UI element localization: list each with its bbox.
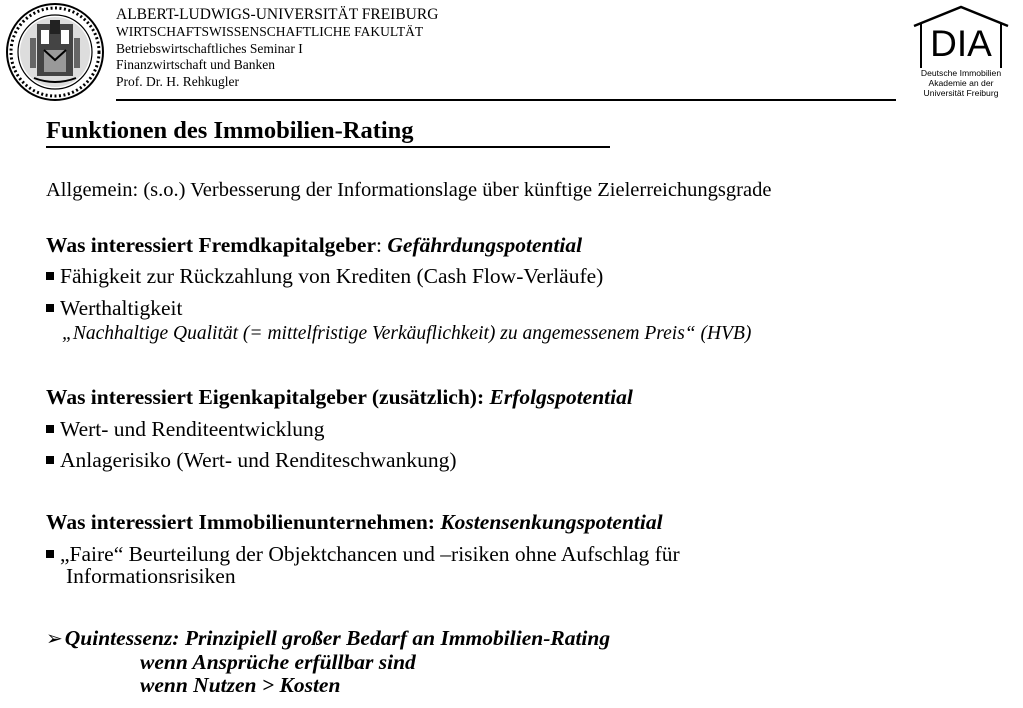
list-item-text: Wert- und Renditeentwicklung: [60, 417, 325, 441]
bullet-square-icon: [46, 550, 54, 558]
list-item-text: Fähigkeit zur Rückzahlung von Krediten (Cash Flow-Verläufe): [60, 264, 604, 288]
dia-caption-line-1: Deutsche Immobilien: [920, 68, 1002, 78]
list-item: [46, 416, 325, 442]
bullet-square-icon: [46, 425, 54, 433]
dia-caption-line-3: Universität Freiburg: [923, 88, 999, 98]
list-item: [46, 295, 182, 321]
dia-logo-caption: [910, 68, 1012, 98]
list-item: [46, 263, 603, 289]
slide-title: Funktionen des Immobilien-Rating: [46, 117, 414, 144]
general-statement: Allgemein: (s.o.) Verbesserung der Informationslage über künftige Zielerreichungsgrade: [46, 179, 772, 201]
faculty-name: WIRTSCHAFTSWISSENSCHAFTLICHE FAKULTÄT: [116, 24, 424, 39]
dia-logo-letters: DIA: [930, 23, 992, 64]
title-underline: [46, 146, 610, 148]
bullet-square-icon: [46, 456, 54, 464]
section-focus: Gefährdungspotential: [387, 233, 583, 257]
list-item-continuation: Informationsrisiken: [66, 564, 236, 588]
section-heading-eigenkapital: [46, 384, 633, 410]
hvb-quote: „Nachhaltige Qualität (= mittelfristige Verkäuflichkeit) zu angemessenem Preis“ (HVB): [62, 323, 752, 344]
header-divider: [116, 99, 896, 101]
section-heading-immobilienunternehmen: [46, 509, 663, 535]
arrow-right-icon: ➢: [46, 626, 63, 650]
seminar-name: Betriebswirtschaftliches Seminar I: [116, 40, 303, 56]
conclusion-text: Quintessenz: Prinzipiell großer Bedarf an Immobilien-Rating: [64, 626, 611, 650]
university-name: ALBERT-LUDWIGS-UNIVERSITÄT FREIBURG: [116, 6, 439, 23]
conclusion-line: [46, 625, 610, 651]
list-item-text: „Faire“ Beurteilung der Objektchancen und –risiken ohne Aufschlag für: [60, 542, 680, 566]
list-item: [46, 447, 457, 473]
conclusion-condition-2: wenn Nutzen > Kosten: [140, 673, 341, 697]
section-heading-text: Was interessiert Eigenkapitalgeber (zusätzlich):: [46, 385, 490, 409]
section-heading-text: Was interessiert Immobilienunternehmen:: [46, 510, 441, 534]
list-item-text: Werthaltigkeit: [60, 296, 183, 320]
section-heading-text: Was interessiert Fremdkapitalgeber: [46, 233, 377, 257]
section-heading-fremdkapital: [46, 232, 582, 258]
bullet-square-icon: [46, 304, 54, 312]
header-block: [116, 6, 438, 90]
department-name: Finanzwirtschaft und Banken: [116, 57, 275, 73]
heading-separator: :: [376, 233, 388, 257]
professor-name: Prof. Dr. H. Rehkugler: [116, 73, 239, 89]
university-seal-logo: [4, 2, 106, 102]
conclusion-condition-1: wenn Ansprüche erfüllbar sind: [140, 650, 416, 674]
dia-caption-line-2: Akademie an der: [928, 78, 994, 88]
section-focus: Erfolgspotential: [489, 385, 633, 409]
list-item-text: Anlagerisiko (Wert- und Renditeschwankung): [60, 448, 457, 472]
bullet-square-icon: [46, 272, 54, 280]
section-focus: Kostensenkungspotential: [440, 510, 663, 534]
